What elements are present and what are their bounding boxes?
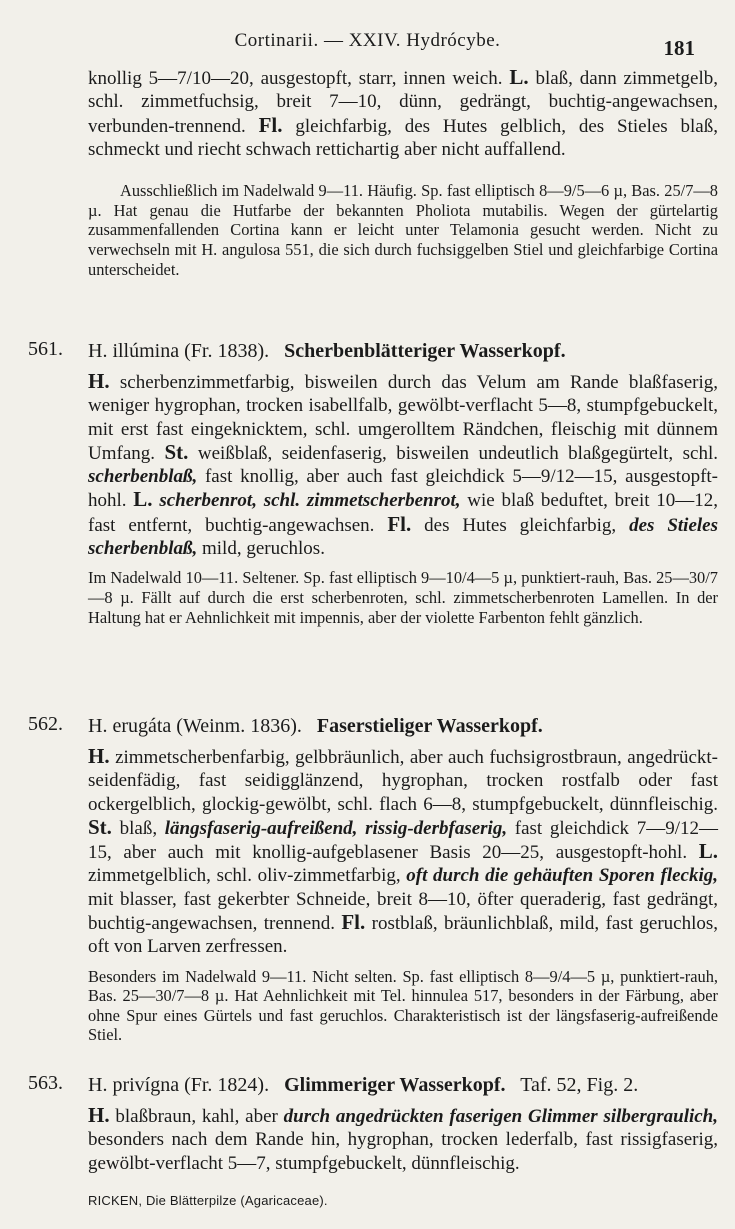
- entry-562-number: 562.: [28, 713, 63, 735]
- entry-563: [88, 1072, 718, 1175]
- intro-continuation: [88, 66, 718, 279]
- entry-563-name: H. privígna (Fr. 1824).: [88, 1074, 270, 1096]
- entry-563-heading: [88, 1072, 718, 1098]
- page-number: 181: [663, 36, 695, 60]
- entry-562-note: Besonders im Nadelwald 9—11. Nicht selten. Sp. fast elliptisch 8—9/4—5 µ, punktiert-rauh, Bas. 25—30/7—8 µ. Hat Aehnlichkeit mit Tel. hinnulea 517, besonders in der Färbung, aber ohne Spur eines Gürtels und fast geruchlos. Charakteristisch ist der längsfaserig-aufreißende Stiel.: [88, 966, 718, 1045]
- entry-563-common-name: Glimmeriger Wasserkopf.: [284, 1074, 506, 1096]
- entry-561-number: 561.: [28, 338, 63, 360]
- entry-563-description: H. blaßbraun, kahl, aber durch angedrückten faserigen Glimmer silbergraulich, besonders nach dem Rande hin, hygrophan, trocken lederfalb, fast rissigfaserig, gewölbt-verflacht 5—7, stumpfgebuckelt, dünnfleischig.: [88, 1103, 718, 1174]
- page-header: [0, 22, 735, 60]
- page-footer: RICKEN, Die Blätterpilze (Agaricaceae).: [88, 1193, 328, 1208]
- entry-563-number: 563.: [28, 1072, 63, 1094]
- intro-description: knollig 5—7/10—20, ausgestopft, starr, innen weich. L. blaß, dann zimmetgelb, schl. zimmetfuchsig, breit 7—10, dünn, gedrängt, buchtig-angewachsen, verbunden-trennend. Fl. gleichfarbig, des Hutes gelblich, des Stieles blaß, schmeckt und riecht schwach rettichartig aber nicht auffallend.: [88, 65, 718, 160]
- entry-561-name: H. illúmina (Fr. 1838).: [88, 340, 270, 362]
- entry-562-name: H. erugáta (Weinm. 1836).: [88, 715, 302, 737]
- entry-562-heading: [88, 713, 718, 739]
- entry-561-description: H. scherbenzimmetfarbig, bisweilen durch das Velum am Rande blaßfaserig, weniger hygrophan, trocken isabellfalb, gewölbt-verflacht 5—8, stumpfgebuckelt, mit erst fast eingeknicktem, schl. umgerolltem Rändchen, fleischig mit dünnem Umfang. St. weißblaß, seidenfaserig, bisweilen undeutlich blaßgegürtelt, schl. scherbenblaß, fast knollig, aber auch fast gleichdick 5—9/12—15, ausgestopft-hohl. L. scherbenrot, schl. zimmetscherbenrot, wie blaß beduftet, breit 10—12, fast entfernt, buchtig-angewachsen. Fl. des Hutes gleichfarbig, des Stieles scherbenblaß, mild, geruchlos.: [88, 369, 719, 560]
- entry-561: [88, 338, 718, 627]
- entry-562: [88, 713, 718, 1045]
- intro-note: Ausschließlich im Nadelwald 9—11. Häufig. Sp. fast elliptisch 8—9/5—6 µ, Bas. 25/7—8 µ. Hat genau die Hutfarbe der bekannten Pholiota mutabilis. Wegen der gürtelartig zusammenfallenden Cortina kann er leicht unter Telamonia gesucht werden. Nicht zu verwechseln mit H. angulosa 551, die sich durch fuchsiggelben Stiel und gleichfarbige Cortina unterscheidet.: [88, 181, 718, 279]
- entry-561-heading: [88, 338, 718, 364]
- entry-563-plate-reference: Taf. 52, Fig. 2.: [520, 1074, 639, 1096]
- running-title: Cortinarii. — XXIV. Hydrócybe.: [234, 30, 501, 51]
- entry-561-note: Im Nadelwald 10—11. Seltener. Sp. fast elliptisch 9—10/4—5 µ, punktiert-rauh, Bas. 25—30/7—8 µ. Fällt auf durch die erst scherbenroten, schl. zimmetscherbenroten Lamellen. In der Haltung hat er Aehnlichkeit mit impennis, aber der violette Farbenton fehlt gänzlich.: [88, 568, 718, 627]
- entry-561-common-name: Scherbenblätteriger Wasserkopf.: [284, 340, 566, 362]
- entry-562-common-name: Faserstieliger Wasserkopf.: [316, 715, 543, 737]
- entry-562-description: H. zimmetscherbenfarbig, gelbbräunlich, aber auch fuchsigrostbraun, angedrückt-seidenfädig, fast seidigglänzend, hygrophan, trocken rostfalb oder fast ockergelblich, glockig-gewölbt, schl. flach 6—8, stumpfgebuckelt, dünnfleischig. St. blaß, längsfaserig-aufreißend, rissig-derbfaserig, fast gleichdick 7—9/12—15, aber auch mit knollig-aufgeblasener Basis 20—25, ausgestopft-hohl. L. zimmetgelblich, schl. oliv-zimmetfarbig, oft durch die gehäuften Sporen fleckig, mit blasser, fast gekerbter Schneide, breit 8—10, öfter queraderig, fast gedrängt, buchtig-angewachsen, trennend. Fl. rostblaß, bräunlichblaß, mild, fast geruchlos, oft von Larven zerfressen.: [88, 744, 718, 958]
